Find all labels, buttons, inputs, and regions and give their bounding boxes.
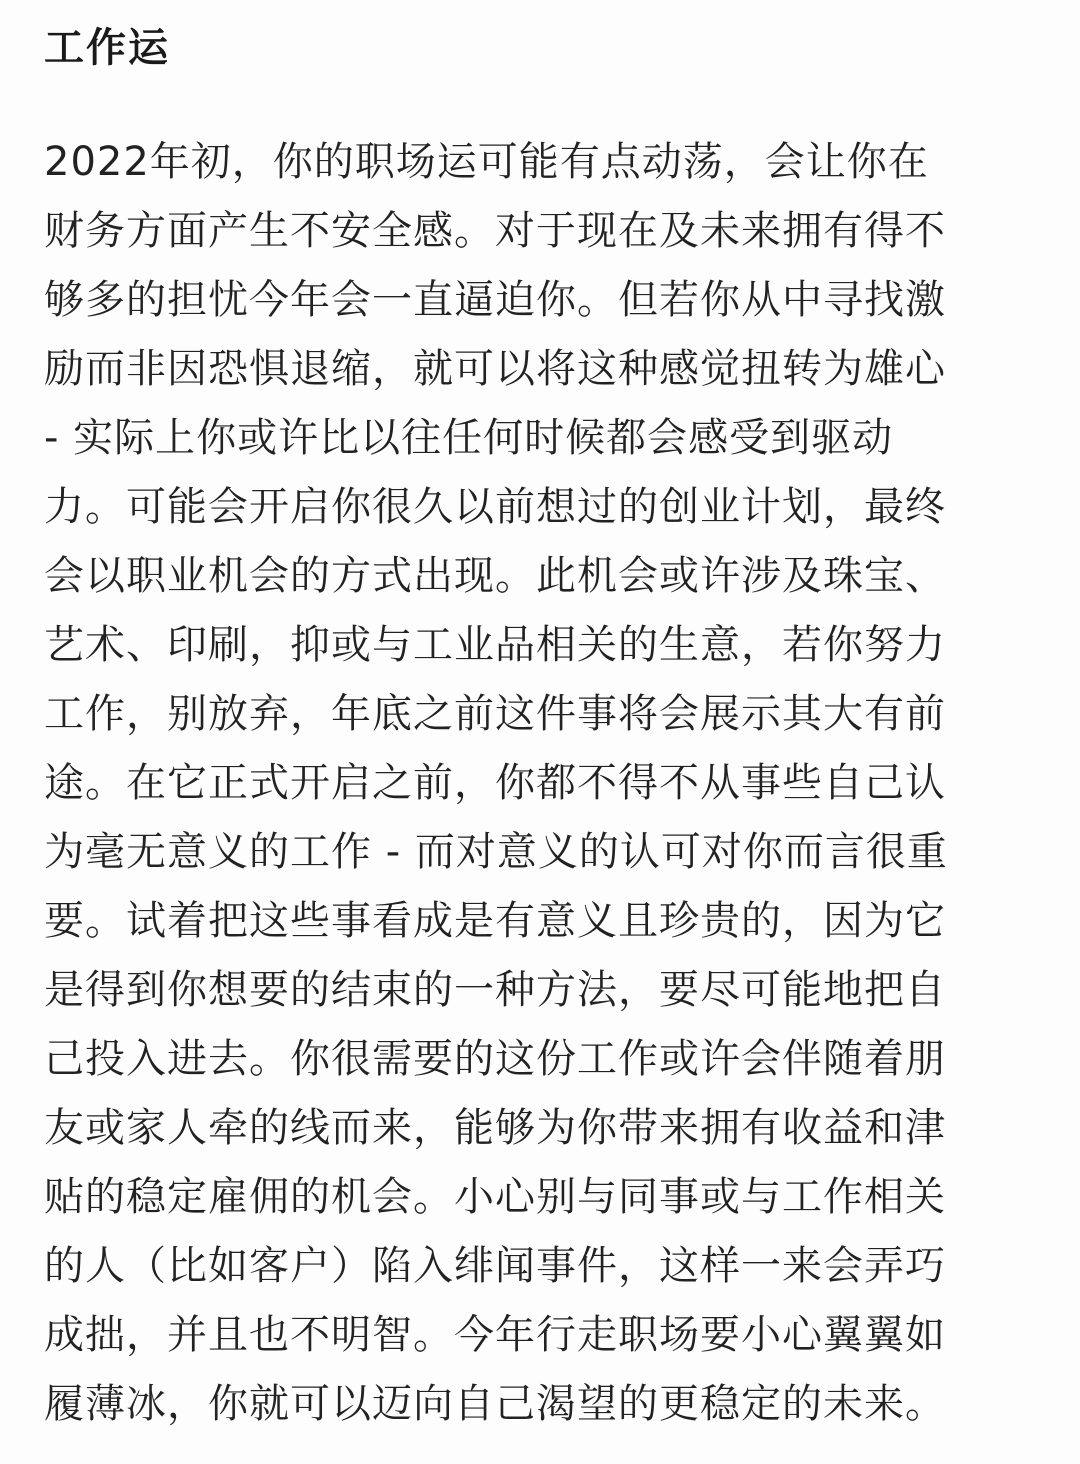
text-line: 要。试着把这些事看成是有意义且珍贵的，因为它 bbox=[44, 898, 946, 944]
text-line: 力。可能会开启你很久以前想过的创业计划，最终 bbox=[44, 484, 946, 530]
text-line: 途。在它正式开启之前，你都不得不从事些自己认 bbox=[44, 760, 946, 806]
text-line: 励而非因恐惧退缩，就可以将这种感觉扭转为雄心 bbox=[44, 346, 946, 392]
text-line: 成拙，并且也不明智。今年行走职场要小心翼翼如 bbox=[44, 1312, 946, 1358]
text-line: 工作，别放弃，年底之前这件事将会展示其大有前 bbox=[44, 691, 946, 737]
section-title: 工作运 bbox=[44, 25, 170, 71]
text-line: 是得到你想要的结束的一种方法，要尽可能地把自 bbox=[44, 967, 946, 1013]
text-line: 友或家人牵的线而来，能够为你带来拥有收益和津 bbox=[44, 1105, 946, 1151]
text-line: 履薄冰，你就可以迈向自己渴望的更稳定的未来。 bbox=[44, 1381, 946, 1427]
article bbox=[44, 20, 1036, 1439]
text-line: 贴的稳定雇佣的机会。小心别与同事或与工作相关 bbox=[44, 1174, 946, 1220]
text-line: 己投入进去。你很需要的这份工作或许会伴随着朋 bbox=[44, 1036, 946, 1082]
text-line: 艺术、印刷，抑或与工业品相关的生意，若你努力 bbox=[44, 622, 946, 668]
text-line: 财务方面产生不安全感。对于现在及未来拥有得不 bbox=[44, 208, 946, 254]
text-line: 的人（比如客户）陷入绯闻事件，这样一来会弄巧 bbox=[44, 1243, 946, 1289]
text-line: 为毫无意义的工作 - 而对意义的认可对你而言很重 bbox=[44, 829, 948, 875]
text-line: - 实际上你或许比以往任何时候都会感受到驱动 bbox=[44, 415, 894, 461]
text-line: 2022年初，你的职场运可能有点动荡，会让你在 bbox=[44, 139, 929, 185]
text-line: 会以职业机会的方式出现。此机会或许涉及珠宝、 bbox=[44, 553, 946, 599]
article-body bbox=[44, 128, 1036, 1439]
text-line: 够多的担忧今年会一直逼迫你。但若你从中寻找激 bbox=[44, 277, 946, 323]
